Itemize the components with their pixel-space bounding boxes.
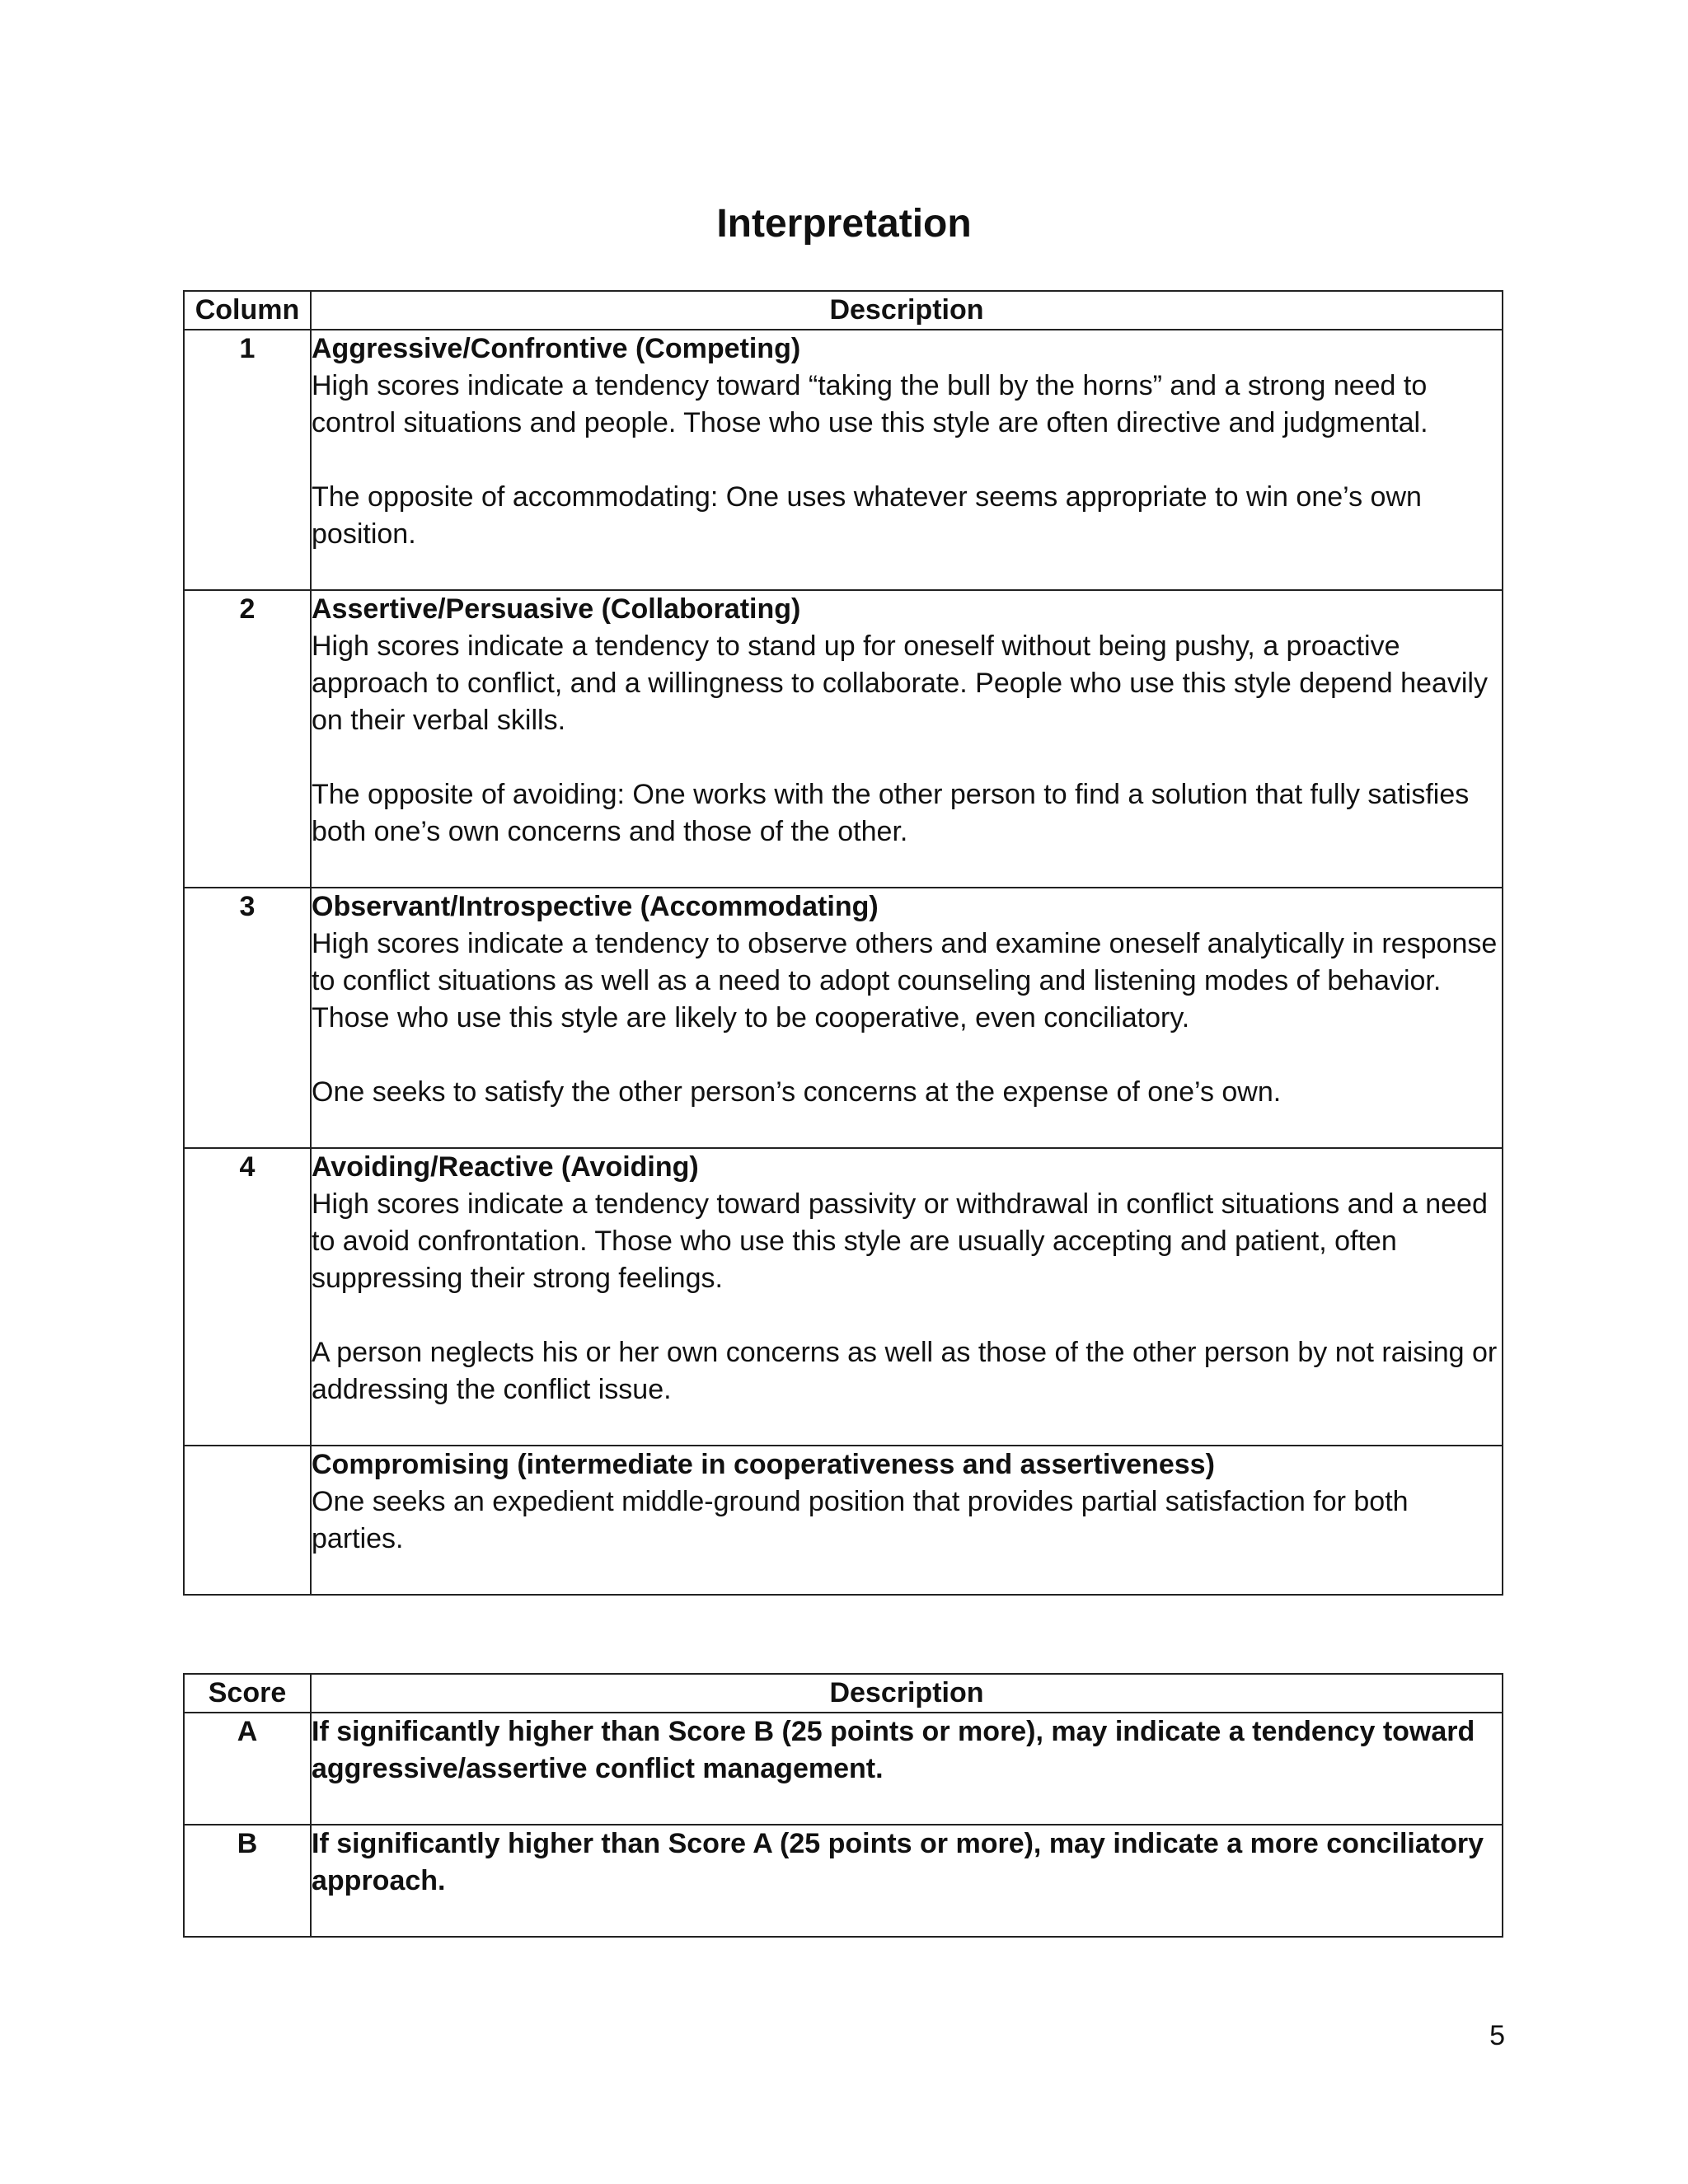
score-letter: A <box>184 1713 311 1825</box>
score-letter: B <box>184 1825 311 1937</box>
style-title: Avoiding/Reactive (Avoiding) <box>312 1151 699 1183</box>
score-description <box>311 1825 1503 1937</box>
row-number: 1 <box>184 330 311 590</box>
style-body: High scores indicate a tendency to stand up for oneself without being pushy, a proactive approach to conflict, and a willingness to collaborate. People who use this style depend heavily on their verbal skills. <box>312 630 1488 736</box>
table-row <box>184 590 1503 888</box>
style-note: A person neglects his or her own concerns as well as those of the other person by not raising or addressing the conflict issue. <box>312 1337 1498 1405</box>
style-body: High scores indicate a tendency toward “taking the bull by the horns” and a strong need to control situations and people. Those who use this style are often directive and judgmental. <box>312 370 1428 438</box>
style-title: Aggressive/Confrontive (Competing) <box>312 333 801 364</box>
table-row <box>184 1825 1503 1937</box>
row-description <box>311 330 1503 590</box>
score-text: If significantly higher than Score B (25 points or more), may indicate a tendency toward aggressive/assertive conflict management. <box>312 1716 1475 1784</box>
style-body: High scores indicate a tendency toward passivity or withdrawal in conflict situations and a need to avoid confrontation. Those who use this style are usually accepting and patient, often suppressing their strong feelings. <box>312 1188 1488 1294</box>
style-body: One seeks an expedient middle-ground position that provides partial satisfaction for both parties. <box>312 1486 1409 1554</box>
style-title: Compromising (intermediate in cooperativeness and assertiveness) <box>312 1449 1215 1480</box>
style-body: High scores indicate a tendency to observe others and examine oneself analytically in response to conflict situations as well as a need to adopt counseling and listening modes of behavior. Those who use this style are likely to be cooperative, even conciliatory. <box>312 928 1498 1033</box>
table-row <box>184 1446 1503 1595</box>
style-title: Observant/Introspective (Accommodating) <box>312 891 879 922</box>
style-note: The opposite of avoiding: One works with the other person to find a solution that fully satisfies both one’s own concerns and those of the other. <box>312 779 1470 847</box>
page-title: Interpretation <box>716 202 972 246</box>
row-number <box>184 1446 311 1595</box>
style-title: Assertive/Persuasive (Collaborating) <box>312 593 801 625</box>
table-row <box>184 1713 1503 1825</box>
row-number: 2 <box>184 590 311 888</box>
score-text: If significantly higher than Score A (25 points or more), may indicate a more conciliatory approach. <box>312 1828 1484 1896</box>
table-header-row <box>184 291 1503 330</box>
table-row <box>184 888 1503 1148</box>
description-header: Description <box>311 1674 1503 1713</box>
row-description <box>311 1148 1503 1446</box>
row-number: 3 <box>184 888 311 1148</box>
column-header: Column <box>184 291 311 330</box>
score-table <box>183 1673 1503 1938</box>
page-number: 5 <box>1489 2020 1505 2051</box>
table-row <box>184 1148 1503 1446</box>
row-description <box>311 888 1503 1148</box>
row-number: 4 <box>184 1148 311 1446</box>
description-header: Description <box>311 291 1503 330</box>
row-description <box>311 590 1503 888</box>
score-description <box>311 1713 1503 1825</box>
row-description <box>311 1446 1503 1595</box>
interpretation-table <box>183 290 1503 1596</box>
style-note: One seeks to satisfy the other person’s concerns at the expense of one’s own. <box>312 1076 1282 1108</box>
style-note: The opposite of accommodating: One uses whatever seems appropriate to win one’s own position. <box>312 481 1422 550</box>
table-header-row <box>184 1674 1503 1713</box>
score-header: Score <box>184 1674 311 1713</box>
table-row <box>184 330 1503 590</box>
